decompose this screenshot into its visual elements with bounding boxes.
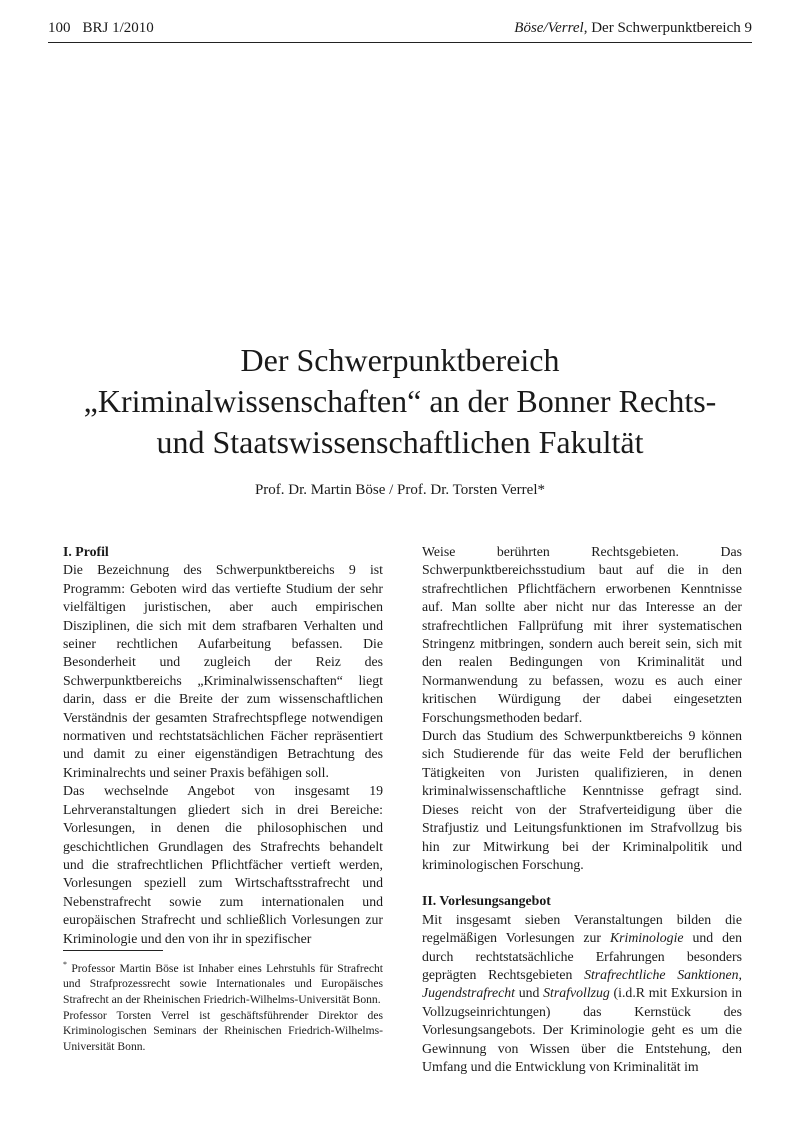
header-rule <box>48 42 752 43</box>
title-line: Der Schwerpunktbereich <box>240 342 560 378</box>
author-line: Prof. Dr. Martin Böse / Prof. Dr. Torsten Verrel* <box>254 482 546 498</box>
text-run: und den durch rechtstatsächliche Erfahrungen besonders geprägten Rechtsgebieten <box>422 930 742 982</box>
left-column <box>63 543 383 948</box>
paragraph: Weise berührten Rechtsgebieten. Das Schwerpunktbereichsstudium baut auf die in den strafrechtlichen Pflichtfächern erworbenen Kenntnisse auf. Man sollte aber nicht nur das Interesse an der strafrechtlichen Fallprüfung mit ihrer systematischen Stringenz mitbringen, sondern auch bereit sein, sich mit den realen Bedingungen von Kriminalität und Normanwendung zu befassen, wozu es auch einer kritischen Würdigung der dabei eingesetzten Forschungsmethoden bedarf. <box>422 544 742 725</box>
paragraph: Durch das Studium des Schwerpunktbereichs 9 können sich Studierende für das weite Feld der beruflichen Tätigkeiten von Juristen qualifizieren, in denen kriminalwissenschaftliche Kenntnisse gefragt sind. Dieses reicht von der Strafverteidigung über die Strafjustiz und Leitungsfunktionen im Strafvollzug bis hin zur Mitwirkung bei der Kriminalpolitik und kriminologischen Forschung. <box>422 728 742 872</box>
title-line: „Kriminalwissenschaften“ an der Bonner Rechts- <box>83 383 717 419</box>
footnote-text: Professor Martin Böse ist Inhaber eines Lehrstuhls für Strafrecht und Strafprozessrecht sowie Internationales und Europäisches Strafrecht an der Rheinischen Friedrich-Wilhelms-Universität Bonn. <box>63 961 384 1007</box>
paragraph: Die Bezeichnung des Schwerpunktbereichs 9 ist Programm: Geboten wird das vertiefte Studium der sehr vielfältigen juristischen, aber auch empirischen Disziplinen, die sich mit dem strafbaren Verhalten und seiner rechtlichen Aufarbeitung befassen. Die Besonderheit und zugleich der Reiz des Schwerpunktbereichs „Kriminalwissenschaften“ liegt darin, dass er die Breite der zum wissenschaftlichen Verständnis der gesamten Strafrechtspflege notwendigen normativen und rechtstatsächlichen Fächer repräsentiert und damit zu einer eigenständigen Betrachtung des Kriminalrechts und seiner Praxis befähigen soll. <box>63 562 383 780</box>
text-run: Mit insgesamt sieben Veranstaltungen bilden die regelmäßigen Vorlesungen zur <box>422 911 742 946</box>
footnote: Professor Torsten Verrel ist geschäftsführender Direktor des Kriminologischen Seminars der Rheinischen Friedrich-Wilhelms-Universität Bonn. <box>63 1008 383 1053</box>
footnote-marker: * <box>63 960 67 969</box>
right-column <box>422 543 742 1076</box>
running-header <box>48 18 752 40</box>
paragraph <box>422 911 742 1077</box>
text-run: (i.d.R mit Exkursion in Vollzugseinrichtungen) das Kernstück des Vorlesungsangebots. Der Kriminologie geht es um die Gewinnung von Wissen über die Entstehung, den Umfang und die Entwicklung von Kriminalität im <box>422 985 743 1074</box>
title-line: und Staatswissenschaftlichen Fakultät <box>156 424 644 460</box>
section-heading-profil: I. Profil <box>63 544 109 559</box>
journal-issue: BRJ 1/2010 <box>82 20 154 36</box>
header-authors: Böse/Verrel <box>514 20 584 36</box>
page-number: 100 <box>48 20 71 36</box>
header-left <box>48 18 154 38</box>
header-right <box>514 18 752 38</box>
footnotes <box>63 950 383 1054</box>
emphasis: Kriminologie <box>609 930 684 946</box>
article-title <box>40 340 760 463</box>
header-running-title: , Der Schwerpunktbereich 9 <box>583 20 752 36</box>
text-run: und <box>514 985 544 1001</box>
emphasis: Strafrechtliche Sanktionen, Jugendstrafrecht <box>422 966 743 1001</box>
section-heading-vorlesungsangebot: II. Vorlesungsangebot <box>422 893 551 909</box>
footnote-rule <box>63 950 163 951</box>
footnote <box>63 957 383 1008</box>
paragraph: Das wechselnde Angebot von insgesamt 19 Lehrveranstaltungen gliedert sich in drei Bereiche: Vorlesungen, in denen die philosophischen und geschichtlichen Grundlagen des Strafrechts behandelt und die strafrechtlichen Pflichtfächer vertieft werden, Vorlesungen speziell zum Wirtschaftsstrafrecht und Nebenstrafrecht sowie zum internationalen und europäischen Strafrecht und schließlich Vorlesungen zur Kriminologie und den von ihr in spezifischer <box>63 783 383 946</box>
emphasis: Strafvollzug <box>543 985 610 1001</box>
